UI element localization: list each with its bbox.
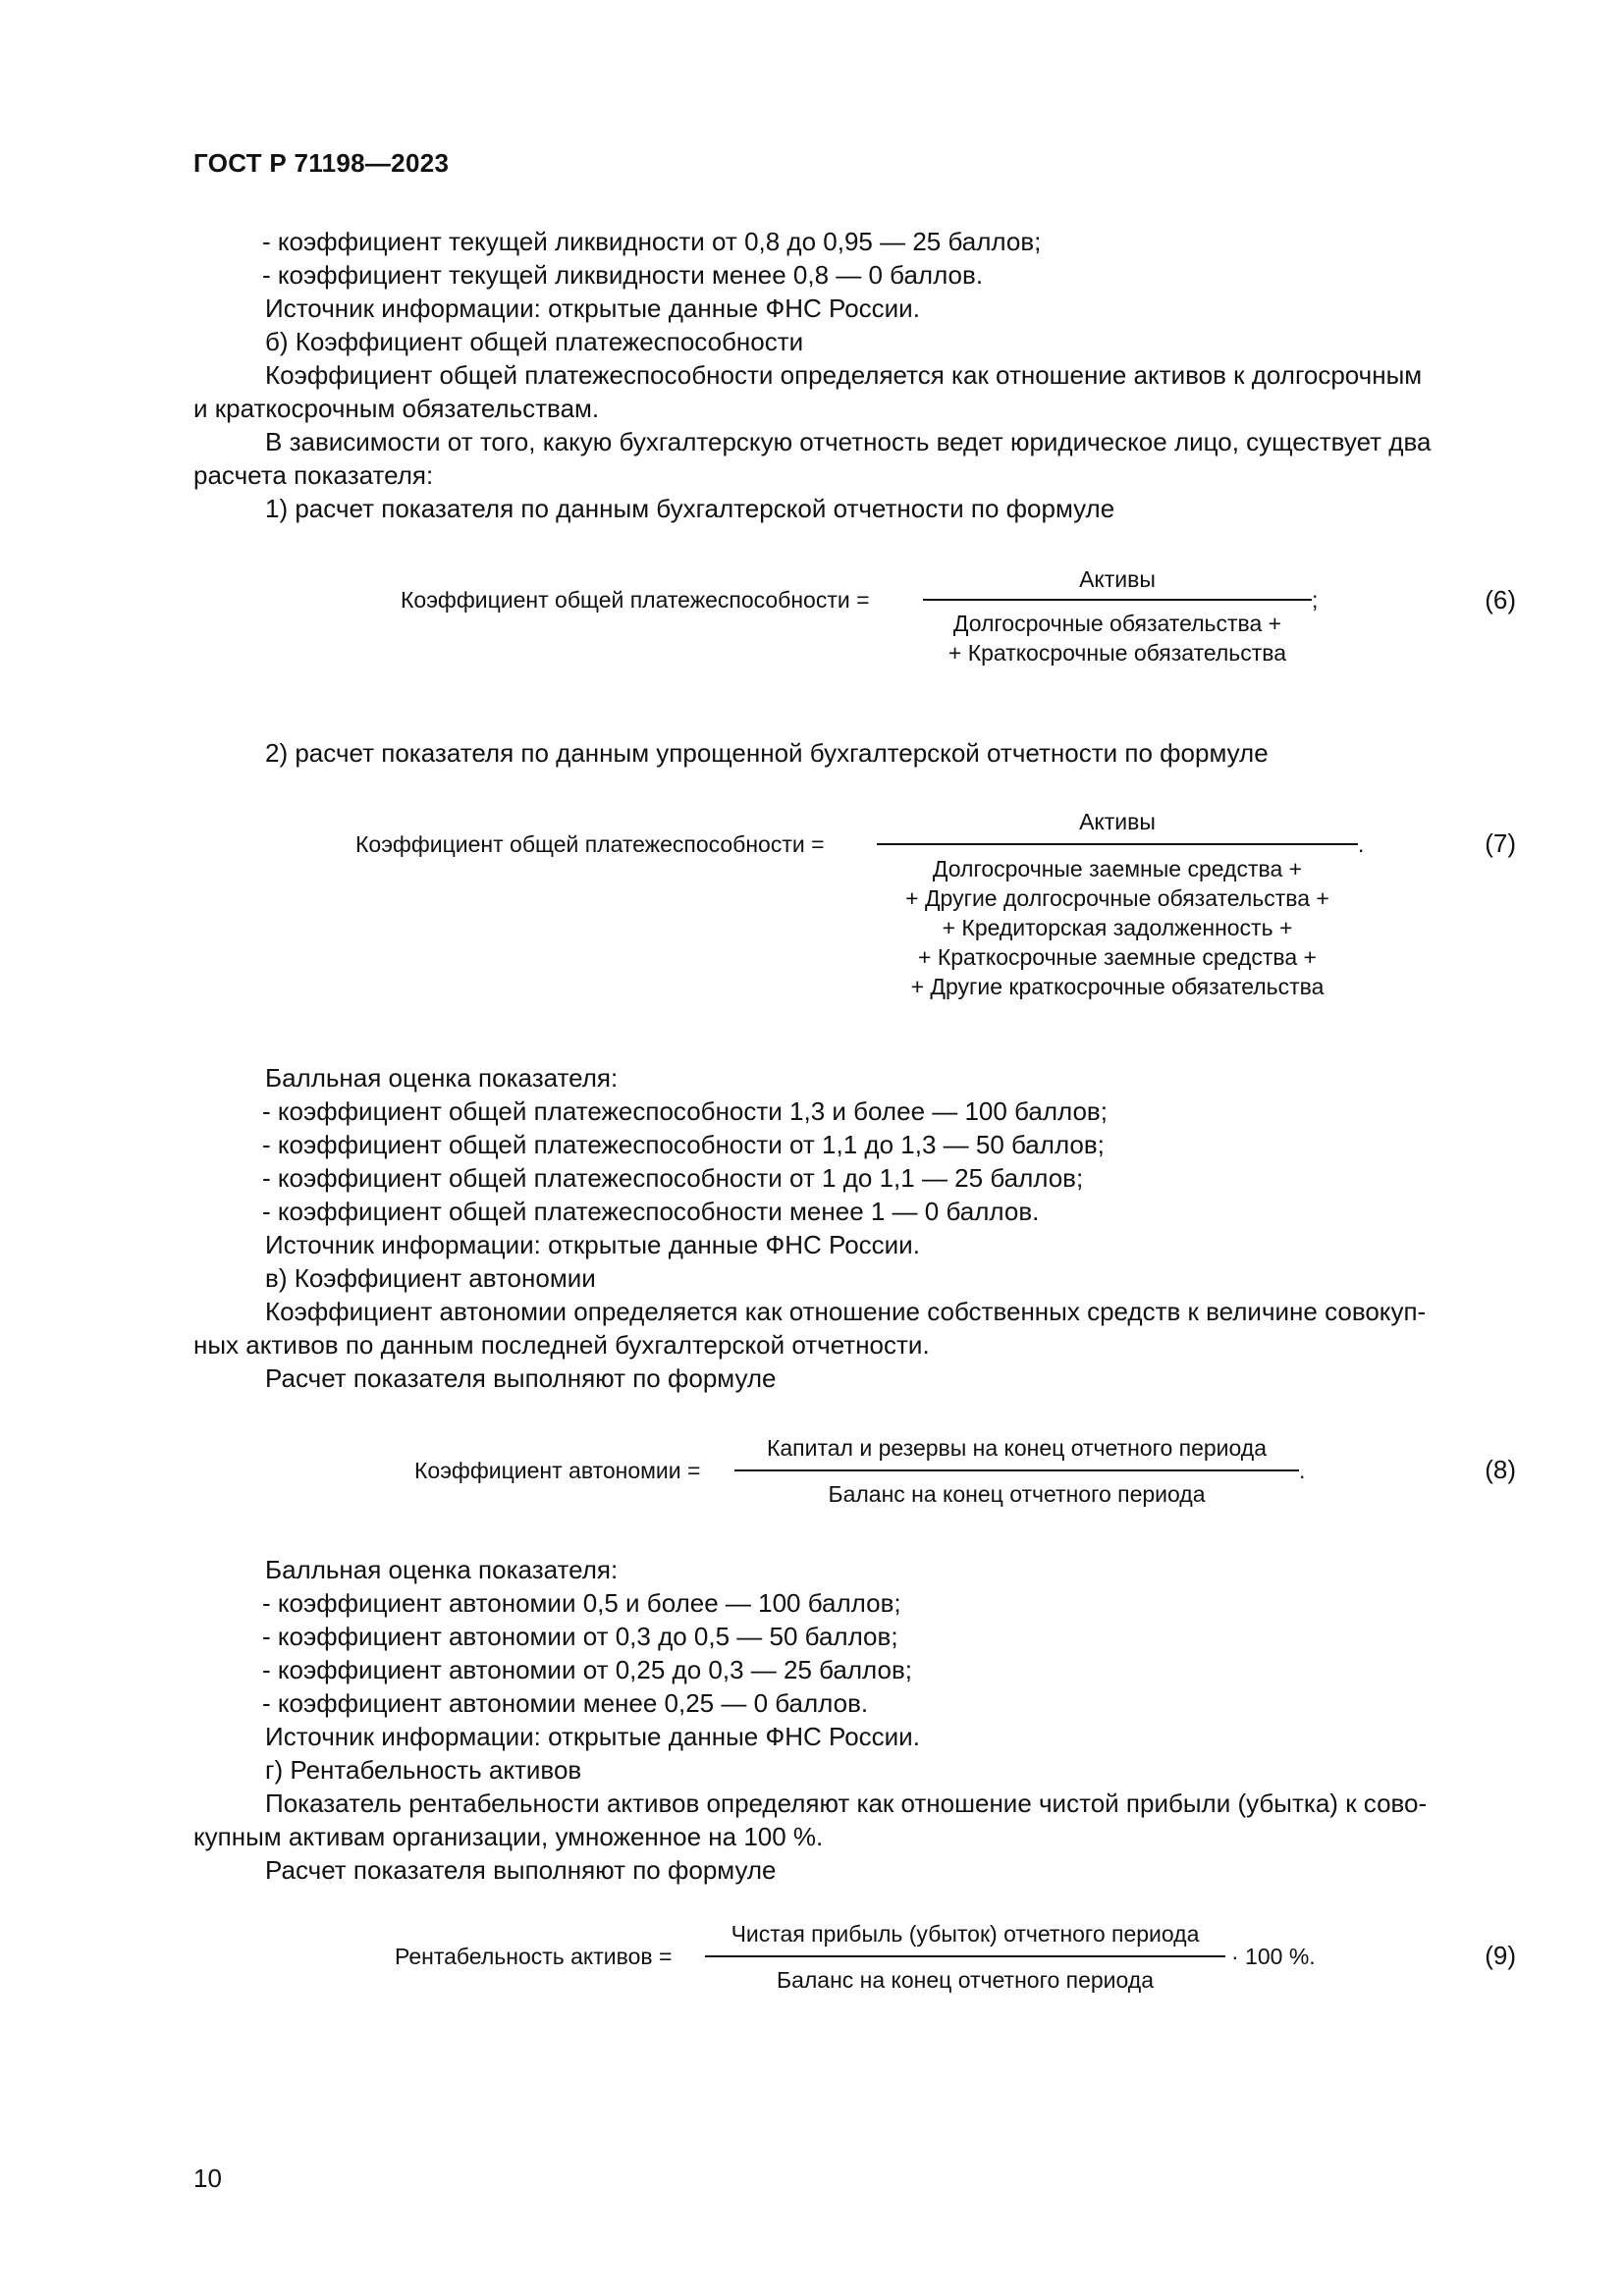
formula-denominator-line: Долгосрочные заемные средства + (932, 856, 1303, 881)
list-item: - коэффициент текущей ликвидности от 0,8 до 0,95 — 25 баллов; (262, 227, 1042, 256)
formula-numerator: Активы (1079, 809, 1156, 834)
score-title: Балльная оценка показателя: (265, 1555, 619, 1584)
paragraph-line: и краткосрочным обязательствам. (193, 394, 600, 423)
list-item: - коэффициент общей платежеспособности менее 1 — 0 баллов. (262, 1197, 1040, 1226)
formula-lhs: Коэффициент общей платежеспособности = (355, 831, 825, 857)
score-title: Балльная оценка показателя: (265, 1063, 619, 1093)
fraction-bar (705, 1955, 1225, 1957)
formula-denominator: Баланс на конец отчетного периода (828, 1481, 1206, 1507)
formula-denominator-line: + Другие долгосрочные обязательства + (905, 885, 1329, 911)
document-header: ГОСТ Р 71198—2023 (193, 148, 450, 178)
formula-lhs: Коэффициент общей платежеспособности = (401, 587, 870, 613)
fraction-bar (877, 843, 1358, 845)
formula-number: (8) (1485, 1455, 1516, 1484)
formula-number: (6) (1485, 585, 1516, 614)
list-item: - коэффициент общей платежеспособности от 1 до 1,1 — 25 баллов; (262, 1163, 1084, 1193)
formula-denominator-line: + Краткосрочные заемные средства + (918, 944, 1317, 970)
section-heading: б) Коэффициент общей платежеспособности (265, 327, 804, 356)
paragraph-line: Расчет показателя выполняют по формуле (265, 1363, 777, 1393)
paragraph-line: Показатель рентабельности активов определяют как отношение чистой прибыли (убытка) к сово- (265, 1789, 1428, 1818)
formula-trail: . (1358, 831, 1365, 857)
section-heading: в) Коэффициент автономии (265, 1263, 596, 1293)
section-heading: г) Рентабельность активов (265, 1755, 582, 1785)
formula-lhs: Коэффициент автономии = (414, 1458, 701, 1483)
formula-denominator-line: Долгосрочные обязательства + (952, 611, 1282, 636)
source-note: Источник информации: открытые данные ФНС России. (265, 1722, 920, 1751)
paragraph-line: Коэффициент общей платежеспособности определяется как отношение активов к долгосрочным (265, 360, 1423, 390)
paragraph-line: Коэффициент автономии определяется как отношение собственных средств к величине совокуп- (265, 1297, 1427, 1326)
source-note: Источник информации: открытые данные ФНС России. (265, 294, 920, 323)
paragraph-line: расчета показателя: (193, 460, 434, 490)
formula-denominator: Баланс на конец отчетного периода (776, 1967, 1155, 1993)
list-item: 2) расчет показателя по данным упрощенной бухгалтерской отчетности по формуле (265, 738, 1269, 768)
formula-numerator: Активы (1079, 566, 1156, 592)
source-note: Источник информации: открытые данные ФНС России. (265, 1230, 920, 1259)
list-item: - коэффициент общей платежеспособности 1,3 и более — 100 баллов; (262, 1096, 1108, 1126)
paragraph-line: купным активам организации, умноженное на 100 %. (193, 1822, 824, 1851)
paragraph-line: Расчет показателя выполняют по формуле (265, 1855, 777, 1885)
list-item: - коэффициент автономии от 0,25 до 0,3 — 25 баллов; (262, 1655, 913, 1684)
list-item: - коэффициент автономии от 0,3 до 0,5 — 50 баллов; (262, 1622, 898, 1651)
list-item: - коэффициент текущей ликвидности менее 0,8 — 0 баллов. (262, 260, 984, 290)
list-item: - коэффициент автономии менее 0,25 — 0 баллов. (262, 1688, 869, 1718)
fraction-bar (923, 599, 1312, 601)
formula-trail: . (1299, 1458, 1306, 1483)
formula-denominator-line: + Другие краткосрочные обязательства (910, 974, 1325, 999)
formula-numerator: Капитал и резервы на конец отчетного периода (766, 1435, 1268, 1461)
formula-denominator-line: + Краткосрочные обязательства (947, 640, 1287, 666)
formula-lhs: Рентабельность активов = (395, 1944, 673, 1969)
formula-number: (9) (1485, 1941, 1516, 1970)
formula-trail: ; (1312, 587, 1319, 613)
list-item: - коэффициент общей платежеспособности от 1,1 до 1,3 — 50 баллов; (262, 1130, 1105, 1159)
paragraph-line: В зависимости от того, какую бухгалтерскую отчетность ведет юридическое лицо, существует два (265, 427, 1432, 456)
formula-denominator-line: + Кредиторская задолженность + (942, 915, 1293, 940)
page-number: 10 (193, 2163, 222, 2193)
list-item: 1) расчет показателя по данным бухгалтерской отчетности по формуле (265, 494, 1115, 523)
paragraph-line: ных активов по данным последней бухгалтерской отчетности. (193, 1330, 930, 1360)
list-item: - коэффициент автономии 0,5 и более — 100 баллов; (262, 1588, 901, 1618)
fraction-bar (734, 1469, 1299, 1471)
formula-number: (7) (1485, 828, 1516, 858)
formula-numerator: Чистая прибыль (убыток) отчетного периода (731, 1921, 1200, 1947)
formula-trail: · 100 %. (1231, 1944, 1316, 1969)
